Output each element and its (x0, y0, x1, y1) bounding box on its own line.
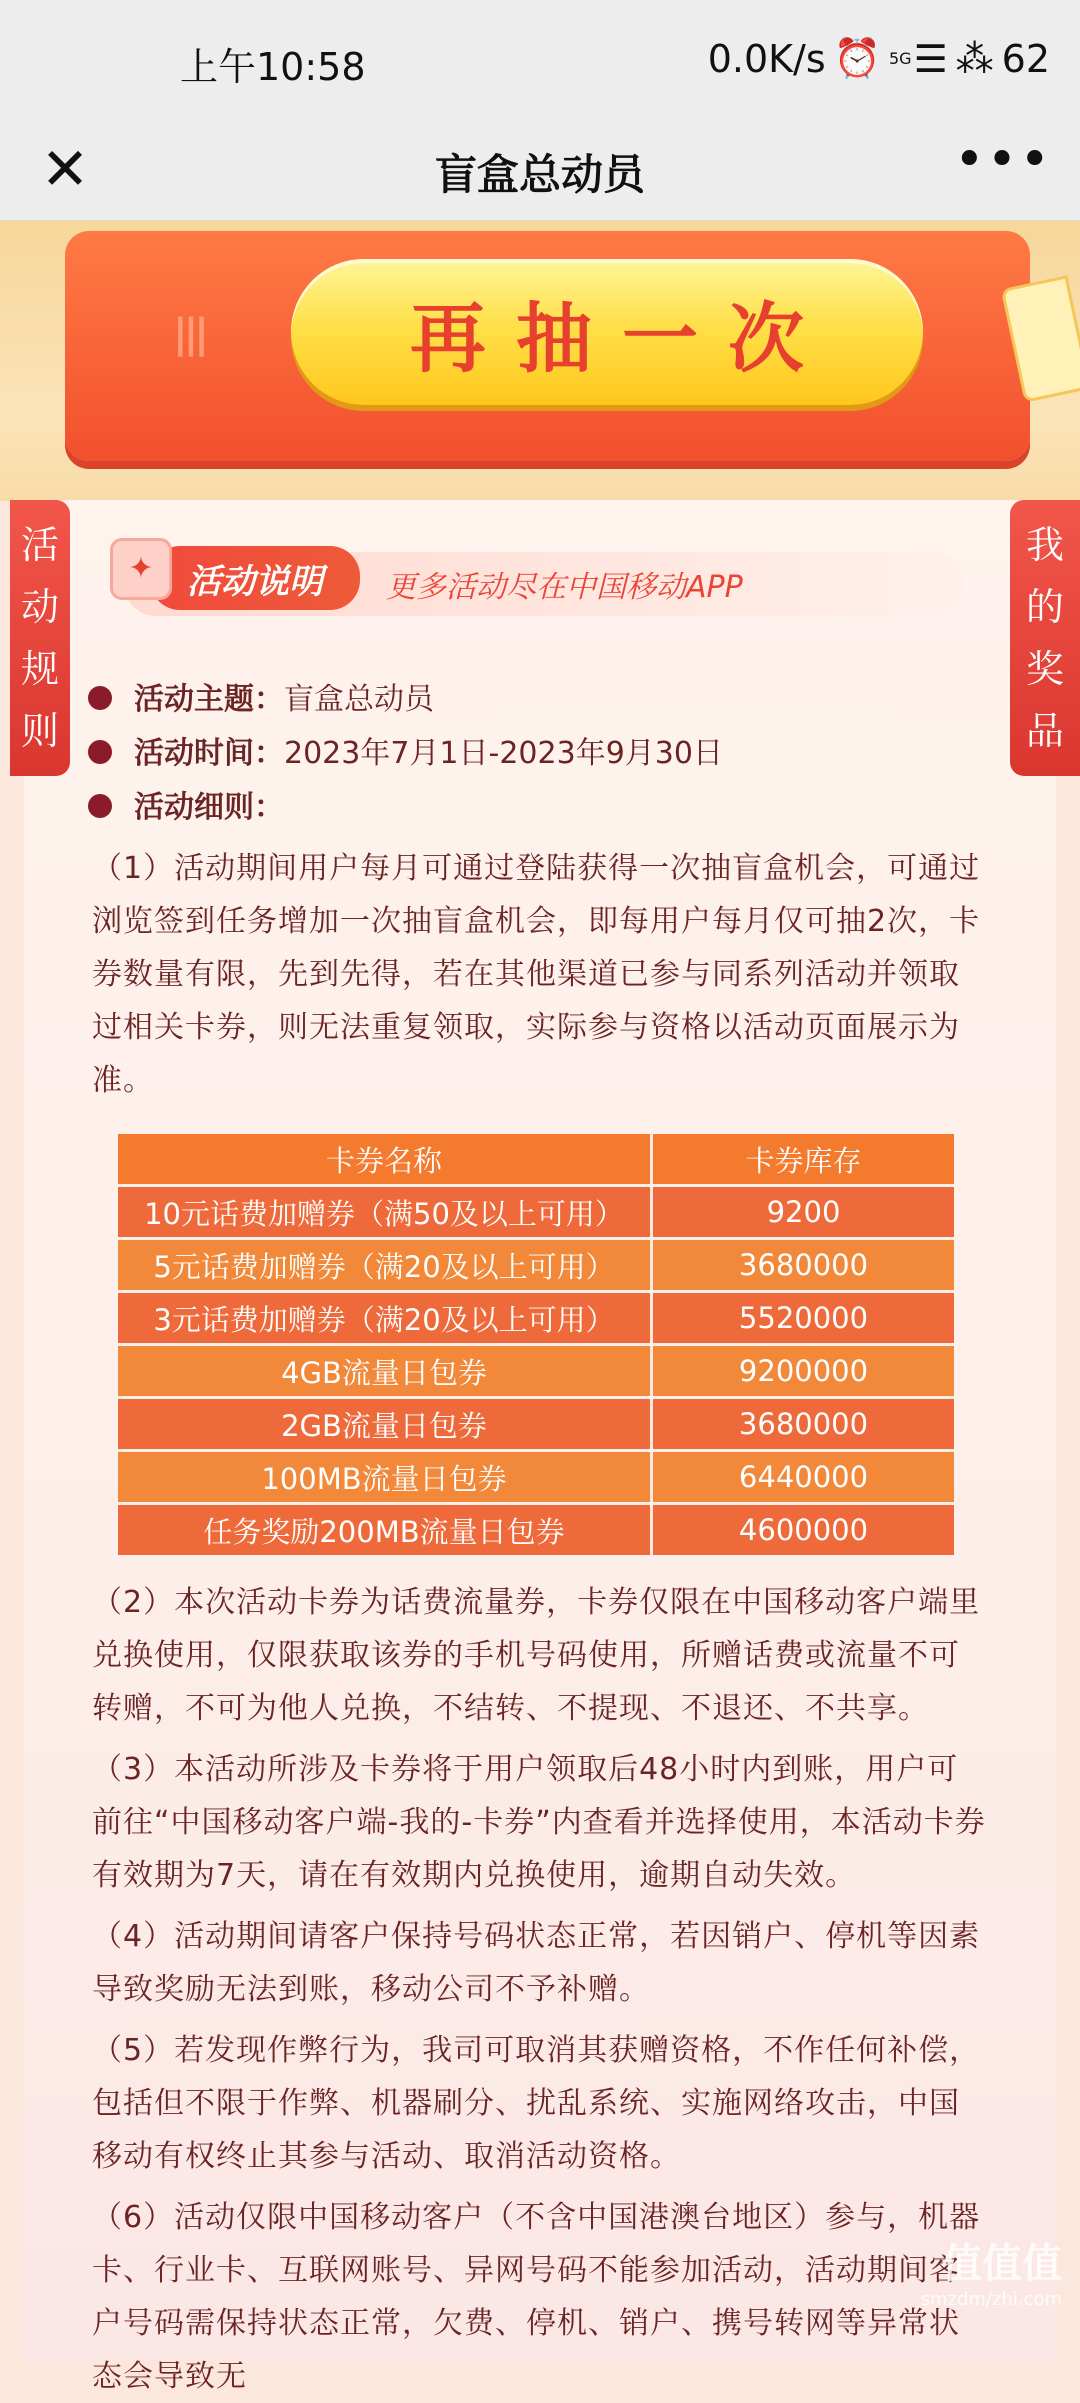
header-badge-label: 活动说明 (187, 561, 323, 602)
network-speed: 0.0K/s (707, 36, 826, 81)
page-title: 盲盒总动员 (434, 150, 645, 199)
coupon-name: 100MB流量日包券 (118, 1452, 653, 1502)
table-header-name: 卡券名称 (118, 1134, 653, 1184)
alarm-icon: ⏰ (833, 36, 881, 80)
theme-label: 活动主题： (134, 682, 284, 717)
details-label: 活动细则： (134, 790, 284, 825)
banner-plate (65, 231, 1030, 461)
coupon-stock: 9200 (653, 1187, 954, 1237)
banner (0, 221, 1080, 501)
signal-label: 5G (888, 49, 912, 68)
bullet-dot-icon (88, 686, 112, 710)
rule-paragraph-4: （4）活动期间请客户保持号码状态正常，若因销户、停机等因素导致奖励无法到账，移动公司不予补赠。 (92, 1919, 981, 2007)
nav-bar (0, 120, 1080, 221)
coupon-table (118, 1131, 954, 1558)
bullet-time (88, 726, 1056, 780)
rules-card (24, 500, 1056, 2394)
gift-icon: ✦ (110, 538, 172, 600)
status-icons (708, 36, 1050, 81)
watermark (921, 2232, 1062, 2310)
coupon-stock: 3680000 (653, 1399, 954, 1449)
table-header-row (118, 1134, 954, 1184)
watermark-sub: smzdm/zhi.com (920, 2289, 1062, 2310)
rule-paragraph-1: （1）活动期间用户每月可通过登陆获得一次抽盲盒机会，可通过浏览签到任务增加一次抽盲盒机会，即每用户每月仅可抽2次，卡券数量有限，先到先得，若在其他渠道已参与同系列活动并领取过相关卡券，则无法重复领取，实际参与资格以活动页面展示为准。 (92, 851, 981, 1098)
rules-content (24, 672, 1056, 2403)
rules-side-tab[interactable]: 活动规则 (10, 500, 70, 776)
rule-paragraph-3: （3）本活动所涉及卡券将于用户领取后48小时内到账，用户可前往“中国移动客户端-我的-卡券”内查看并选择使用，本活动卡券有效期为7天，请在有效期内兑换使用，逾期自动失效。 (92, 1752, 986, 1893)
draw-again-label: 再抽一次 (410, 293, 834, 383)
table-row (118, 1505, 954, 1555)
table-row (118, 1399, 954, 1449)
coupon-name: 3元话费加赠券（满20及以上可用） (118, 1293, 653, 1343)
table-header-stock: 卡券库存 (653, 1134, 954, 1184)
coupon-name: 5元话费加赠券（满20及以上可用） (118, 1240, 653, 1290)
header-badge (150, 546, 360, 610)
table-row (118, 1187, 954, 1237)
bullet-theme (88, 672, 1056, 726)
coupon-stock: 9200000 (653, 1346, 954, 1396)
card-header (124, 540, 984, 620)
status-bar (0, 0, 1080, 120)
bullet-details (88, 780, 1056, 834)
time-label: 活动时间： (134, 736, 284, 771)
coupon-stock: 3680000 (653, 1240, 954, 1290)
status-time: 上午10:58 (180, 45, 366, 89)
my-prizes-side-tab[interactable]: 我的奖品 (1010, 500, 1080, 776)
rule-paragraph-2: （2）本次活动卡券为话费流量券，卡券仅限在中国移动客户端里兑换使用，仅限获取该券的手机号码使用，所赠话费或流量不可转赠，不可为他人兑换，不结转、不提现、不退还、不共享。 (92, 1585, 981, 1726)
table-row (118, 1293, 954, 1343)
table-row (118, 1452, 954, 1502)
watermark-text: 值值值 (942, 2241, 1062, 2287)
battery-icon: ⁂ (955, 36, 994, 81)
draw-again-button[interactable] (291, 259, 923, 405)
time-value: 2023年7月1日-2023年9月30日 (284, 736, 723, 771)
coupon-name: 任务奖励200MB流量日包券 (118, 1505, 653, 1555)
close-icon[interactable]: ✕ (40, 135, 90, 203)
coupon-stock: 4600000 (653, 1505, 954, 1555)
header-subtitle[interactable]: 更多活动尽在中国移动APP (386, 570, 743, 605)
coupon-name: 4GB流量日包券 (118, 1346, 653, 1396)
bullet-dot-icon (88, 794, 112, 818)
bullet-dot-icon (88, 740, 112, 764)
table-row (118, 1346, 954, 1396)
signal-icon: ☰ (913, 36, 948, 81)
coupon-stock: 5520000 (653, 1293, 954, 1343)
table-row (118, 1240, 954, 1290)
coupon-name: 2GB流量日包券 (118, 1399, 653, 1449)
rule-paragraph-5: （5）若发现作弊行为，我司可取消其获赠资格，不作任何补偿，包括但不限于作弊、机器刷分、扰乱系统、实施网络攻击，中国移动有权终止其参与活动、取消活动资格。 (92, 2033, 981, 2174)
more-icon[interactable]: ••• (953, 130, 1052, 190)
theme-value: 盲盒总动员 (284, 682, 434, 717)
coupon-name: 10元话费加赠券（满50及以上可用） (118, 1187, 653, 1237)
battery-level: 62 (1001, 36, 1050, 81)
decor-lines-icon: ||| (173, 311, 205, 357)
rule-paragraph-6: （6）活动仅限中国移动客户（不含中国港澳台地区）参与，机器卡、行业卡、互联网账号、异网号码不能参加活动，活动期间客户号码需保持状态正常，欠费、停机、销户、携号转网等异常状态会导致无 (92, 2200, 981, 2394)
coupon-stock: 6440000 (653, 1452, 954, 1502)
